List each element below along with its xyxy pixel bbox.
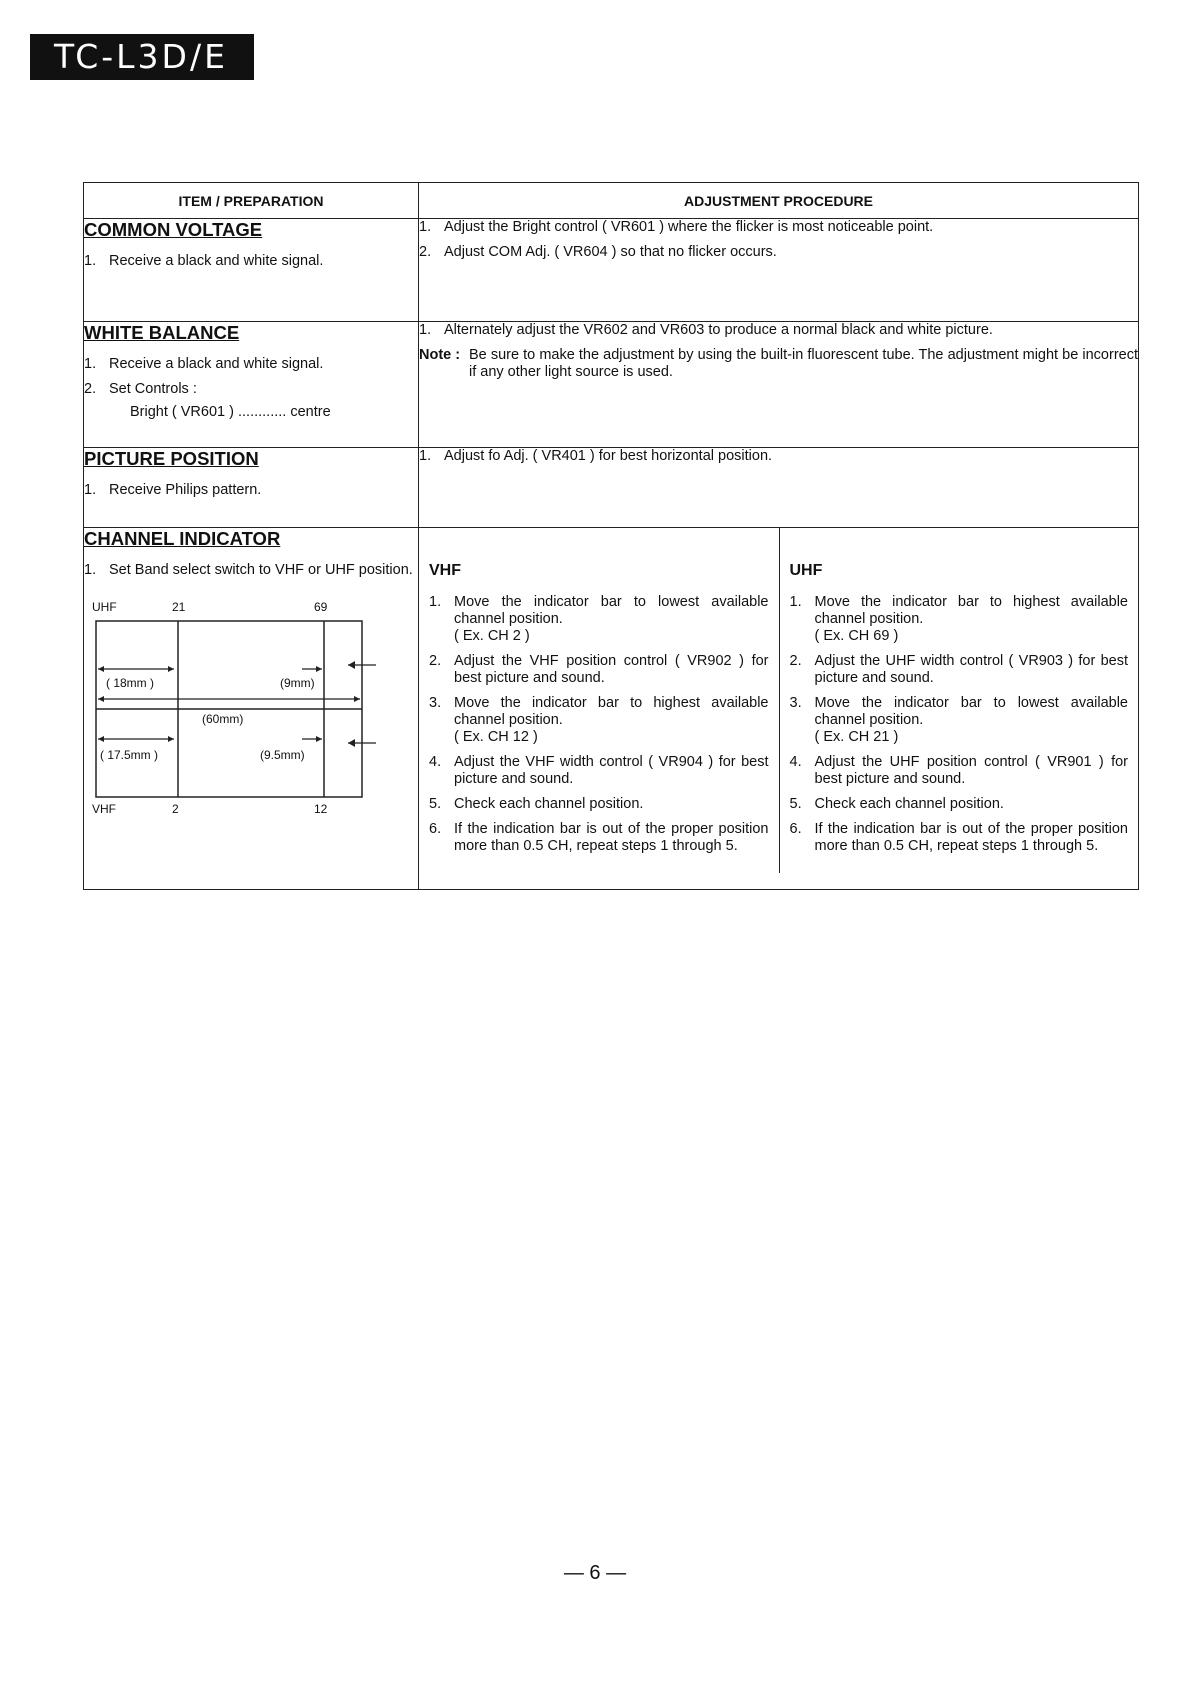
uhf-title: UHF — [789, 562, 823, 579]
list-item: 1. Alternately adjust the VR602 and VR603 to produce a normal black and white picture. — [419, 322, 993, 338]
uhf-label: UHF — [92, 600, 117, 614]
list-item: 5. Check each channel position. — [429, 796, 644, 812]
arrowhead — [98, 696, 104, 702]
adjustment-table — [83, 182, 1139, 890]
uhf-column — [779, 528, 1139, 873]
list-item: 3. Move the indicator bar to lowest available channel position. ( Ex. CH 21 ) — [789, 695, 1128, 745]
arrowhead — [168, 666, 174, 672]
common-voltage-procedure — [419, 219, 1139, 322]
section-title: COMMON VOLTAGE — [84, 219, 263, 240]
arrowhead — [348, 661, 355, 669]
arrowhead — [316, 736, 322, 742]
arrowhead — [98, 666, 104, 672]
dim-9-5mm: (9.5mm) — [260, 748, 305, 762]
picture-position-procedure — [419, 448, 1139, 528]
vhf-title: VHF — [429, 562, 461, 579]
dim-18mm: ( 18mm ) — [106, 676, 154, 690]
col-header-item: ITEM / PREPARATION — [84, 183, 419, 219]
dim-9mm: (9mm) — [280, 676, 315, 690]
row-channel-indicator — [84, 528, 1139, 890]
picture-position-prep — [84, 448, 419, 528]
list-item: 3. Move the indicator bar to highest available channel position. ( Ex. CH 12 ) — [429, 695, 769, 745]
dim-60mm: (60mm) — [202, 712, 244, 726]
list-item: 2. Adjust the VHF position control ( VR902 ) for best picture and sound. — [429, 653, 769, 686]
white-balance-prep — [84, 322, 419, 448]
vhf-left-channel: 2 — [172, 802, 179, 816]
row-white-balance — [84, 322, 1139, 448]
list-item: 2. Set Controls : — [84, 381, 197, 397]
channel-indicator-procedure — [419, 528, 1139, 890]
row-picture-position — [84, 448, 1139, 528]
channel-indicator-diagram — [84, 599, 418, 819]
note — [419, 347, 1138, 381]
list-item: 1. Move the indicator bar to highest available channel position. ( Ex. CH 69 ) — [789, 594, 1128, 644]
list-item: 2. Adjust the UHF width control ( VR903 ) for best picture and sound. — [789, 653, 1128, 686]
arrowhead — [168, 736, 174, 742]
uhf-left-channel: 21 — [172, 600, 186, 614]
section-title: WHITE BALANCE — [84, 322, 240, 343]
list-item: 4. Adjust the VHF width control ( VR904 ) for best picture and sound. — [429, 754, 769, 787]
section-title: PICTURE POSITION — [84, 448, 259, 469]
model-badge: TC-L3D/E — [30, 34, 254, 80]
section-title: CHANNEL INDICATOR — [84, 528, 281, 549]
dim-17-5mm: ( 17.5mm ) — [100, 748, 159, 762]
note-text: Be sure to make the adjustment by using the built-in fluorescent tube. The adjustment might be incorrect if any other light source is used. — [469, 347, 1138, 380]
uhf-right-channel: 69 — [314, 600, 328, 614]
row-common-voltage — [84, 219, 1139, 322]
arrowhead — [354, 696, 360, 702]
list-item: 2. Adjust COM Adj. ( VR604 ) so that no flicker occurs. — [419, 244, 777, 260]
list-item: 1. Set Band select switch to VHF or UHF position. — [84, 562, 413, 578]
arrowhead — [98, 736, 104, 742]
list-item: 5. Check each channel position. — [789, 796, 1004, 812]
list-item: 1. Receive a black and white signal. — [84, 356, 324, 372]
vhf-column — [419, 528, 779, 873]
arrowhead — [348, 739, 355, 747]
common-voltage-prep — [84, 219, 419, 322]
list-item: 1. Adjust fo Adj. ( VR401 ) for best horizontal position. — [419, 448, 773, 464]
arrowhead — [316, 666, 322, 672]
list-item: 1. Receive Philips pattern. — [84, 482, 262, 498]
list-item: 4. Adjust the UHF position control ( VR901 ) for best picture and sound. — [789, 754, 1128, 787]
list-item: 1. Adjust the Bright control ( VR601 ) where the flicker is most noticeable point. — [419, 219, 934, 235]
list-item: 6. If the indication bar is out of the proper position more than 0.5 CH, repeat steps 1 through 5. — [789, 821, 1128, 854]
control-setting: Bright ( VR601 ) ............ centre — [130, 404, 331, 420]
page-number: — 6 — — [563, 1562, 627, 1584]
white-balance-procedure — [419, 322, 1139, 448]
col-header-procedure: ADJUSTMENT PROCEDURE — [419, 183, 1139, 219]
list-item: 1. Receive a black and white signal. — [84, 253, 324, 269]
list-item: 1. Move the indicator bar to lowest available channel position. ( Ex. CH 2 ) — [429, 594, 769, 644]
list-item: 6. If the indication bar is out of the proper position more than 0.5 CH, repeat steps 1 through 5. — [429, 821, 769, 854]
channel-indicator-prep — [84, 528, 419, 890]
note-label: Note : — [419, 347, 461, 363]
table-header-row — [84, 183, 1139, 219]
vhf-right-channel: 12 — [314, 802, 328, 816]
vhf-label: VHF — [92, 802, 116, 816]
